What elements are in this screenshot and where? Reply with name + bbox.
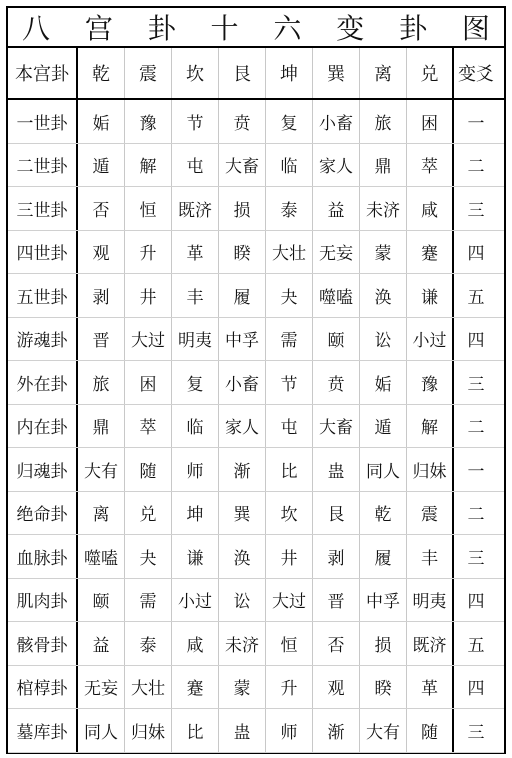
hexagram-cell: 遁 (360, 405, 407, 448)
hexagram-cell: 革 (172, 231, 219, 274)
hexagram-cell: 比 (172, 709, 219, 752)
table-row (8, 100, 504, 144)
hexagram-cell: 大有 (78, 448, 125, 491)
row-label: 四世卦 (8, 231, 78, 274)
hexagram-cell: 萃 (407, 144, 454, 187)
hexagram-cell: 剥 (313, 535, 360, 578)
hexagram-cell: 兑 (125, 492, 172, 535)
row-label: 肌肉卦 (8, 579, 78, 622)
hexagram-cell: 屯 (266, 405, 313, 448)
hexagram-cell: 颐 (313, 318, 360, 361)
hexagram-cell: 中孚 (219, 318, 266, 361)
table-row (8, 709, 504, 753)
hexagram-cell: 升 (266, 666, 313, 709)
header-palace: 坤 (266, 48, 313, 98)
hexagram-cell: 小畜 (313, 100, 360, 143)
hexagram-cell: 巽 (219, 492, 266, 535)
row-label: 骸骨卦 (8, 622, 78, 665)
hexagram-cell: 观 (313, 666, 360, 709)
hexagram-cell: 大壮 (266, 231, 313, 274)
hexagram-cell: 渐 (313, 709, 360, 752)
hexagram-cell: 明夷 (407, 579, 454, 622)
hexagram-cell: 涣 (219, 535, 266, 578)
hexagram-cell: 既济 (407, 622, 454, 665)
table-title (8, 8, 504, 48)
hexagram-cell: 剥 (78, 274, 125, 317)
table-body (8, 100, 504, 753)
hexagram-cell: 泰 (125, 622, 172, 665)
hexagram-cell: 豫 (125, 100, 172, 143)
hexagram-cell: 恒 (125, 187, 172, 230)
change-line-cell: 三 (467, 200, 485, 221)
hexagram-cell: 乾 (360, 492, 407, 535)
hexagram-cell: 姤 (78, 100, 125, 143)
row-label: 内在卦 (8, 405, 78, 448)
hexagram-cell: 丰 (407, 535, 454, 578)
hexagram-cell: 无妄 (313, 231, 360, 274)
hexagram-cell: 解 (125, 144, 172, 187)
table-row (8, 492, 504, 536)
hexagram-cell: 随 (407, 709, 454, 752)
table-row (8, 448, 504, 492)
row-label: 归魂卦 (8, 448, 78, 491)
hexagram-cell: 大畜 (219, 144, 266, 187)
change-line-cell: 五 (467, 287, 485, 308)
change-line-cell: 四 (467, 331, 485, 352)
header-palace: 兑 (407, 48, 454, 98)
title-char: 宫 (84, 12, 113, 45)
hexagram-cell: 临 (172, 405, 219, 448)
hexagram-cell: 讼 (219, 579, 266, 622)
hexagram-cell: 咸 (407, 187, 454, 230)
change-line-cell: 四 (467, 244, 485, 265)
header-row (8, 48, 504, 100)
hexagram-cell: 小畜 (219, 361, 266, 404)
header-palace: 乾 (78, 48, 125, 98)
change-line-cell: 五 (467, 635, 485, 656)
hexagram-cell: 坤 (172, 492, 219, 535)
hexagram-cell: 旅 (78, 361, 125, 404)
table-row (8, 274, 504, 318)
row-label: 棺椁卦 (8, 666, 78, 709)
hexagram-cell: 渐 (219, 448, 266, 491)
change-line-cell: 二 (467, 418, 485, 439)
hexagram-cell: 讼 (360, 318, 407, 361)
hexagram-cell: 明夷 (172, 318, 219, 361)
hexagram-cell: 离 (78, 492, 125, 535)
hexagram-cell: 益 (78, 622, 125, 665)
row-label: 墓库卦 (8, 709, 78, 752)
hexagram-cell: 遁 (78, 144, 125, 187)
title-char: 八 (22, 12, 51, 45)
hexagram-cell: 未济 (360, 187, 407, 230)
hexagram-cell: 需 (125, 579, 172, 622)
header-palace: 巽 (313, 48, 360, 98)
hexagram-cell: 小过 (172, 579, 219, 622)
hexagram-cell: 蒙 (219, 666, 266, 709)
hexagram-cell: 鼎 (360, 144, 407, 187)
change-line-cell: 三 (467, 374, 485, 395)
hexagram-cell: 升 (125, 231, 172, 274)
hexagram-cell: 既济 (172, 187, 219, 230)
hexagram-cell: 家人 (313, 144, 360, 187)
hexagram-cell: 家人 (219, 405, 266, 448)
hexagram-cell: 未济 (219, 622, 266, 665)
hexagram-cell: 归妹 (125, 709, 172, 752)
table-row (8, 361, 504, 405)
hexagram-cell: 贲 (313, 361, 360, 404)
row-label: 五世卦 (8, 274, 78, 317)
hexagram-cell: 大过 (266, 579, 313, 622)
hexagram-cell: 噬嗑 (313, 274, 360, 317)
hexagram-cell: 比 (266, 448, 313, 491)
hexagram-cell: 同人 (360, 448, 407, 491)
hexagram-cell: 鼎 (78, 405, 125, 448)
hexagram-cell: 益 (313, 187, 360, 230)
hexagram-cell: 晋 (313, 579, 360, 622)
hexagram-cell: 否 (313, 622, 360, 665)
hexagram-cell: 困 (407, 100, 454, 143)
hexagram-cell: 贲 (219, 100, 266, 143)
hexagram-cell: 临 (266, 144, 313, 187)
hexagram-cell: 屯 (172, 144, 219, 187)
title-char: 卦 (399, 12, 428, 45)
change-line-cell: 一 (467, 113, 485, 134)
hexagram-cell: 井 (266, 535, 313, 578)
header-palace: 离 (360, 48, 407, 98)
hexagram-cell: 复 (172, 361, 219, 404)
hexagram-cell: 无妄 (78, 666, 125, 709)
hexagram-cell: 履 (219, 274, 266, 317)
row-label: 游魂卦 (8, 318, 78, 361)
table-row (8, 318, 504, 362)
table-row (8, 622, 504, 666)
hexagram-cell: 颐 (78, 579, 125, 622)
hexagram-cell: 睽 (219, 231, 266, 274)
title-char: 十 (210, 12, 239, 45)
hexagram-cell: 困 (125, 361, 172, 404)
hexagram-cell: 履 (360, 535, 407, 578)
hexagram-cell: 需 (266, 318, 313, 361)
header-label: 本宫卦 (8, 48, 78, 98)
row-label: 三世卦 (8, 187, 78, 230)
title-char: 变 (336, 12, 365, 45)
hexagram-cell: 咸 (172, 622, 219, 665)
change-line-cell: 四 (467, 679, 485, 700)
row-label: 绝命卦 (8, 492, 78, 535)
change-line-cell: 三 (467, 722, 485, 743)
hexagram-cell: 大过 (125, 318, 172, 361)
hexagram-cell: 节 (266, 361, 313, 404)
table-row (8, 666, 504, 710)
hexagram-cell: 震 (407, 492, 454, 535)
hexagram-cell: 革 (407, 666, 454, 709)
hexagram-cell: 中孚 (360, 579, 407, 622)
hexagram-cell: 萃 (125, 405, 172, 448)
title-char: 图 (461, 12, 490, 45)
title-char: 六 (273, 12, 302, 45)
hexagram-cell: 归妹 (407, 448, 454, 491)
hexagram-cell: 晋 (78, 318, 125, 361)
hexagram-cell: 姤 (360, 361, 407, 404)
table-row (8, 405, 504, 449)
table-row (8, 579, 504, 623)
hexagram-cell: 师 (266, 709, 313, 752)
hexagram-cell: 随 (125, 448, 172, 491)
hexagram-cell: 损 (360, 622, 407, 665)
hexagram-cell: 夬 (266, 274, 313, 317)
hexagram-cell: 大有 (360, 709, 407, 752)
hexagram-cell: 蛊 (313, 448, 360, 491)
hexagram-cell: 解 (407, 405, 454, 448)
hexagram-cell: 蒙 (360, 231, 407, 274)
row-label: 血脉卦 (8, 535, 78, 578)
hexagram-cell: 睽 (360, 666, 407, 709)
hexagram-cell: 泰 (266, 187, 313, 230)
hexagram-cell: 蹇 (172, 666, 219, 709)
hexagram-cell: 师 (172, 448, 219, 491)
hexagram-cell: 观 (78, 231, 125, 274)
hexagram-cell: 小过 (407, 318, 454, 361)
change-line-cell: 二 (467, 157, 485, 178)
hexagram-cell: 大壮 (125, 666, 172, 709)
change-line-cell: 一 (467, 461, 485, 482)
title-char: 卦 (147, 12, 176, 45)
hexagram-table (6, 6, 506, 754)
hexagram-cell: 夬 (125, 535, 172, 578)
hexagram-cell: 复 (266, 100, 313, 143)
hexagram-cell: 恒 (266, 622, 313, 665)
table-row (8, 144, 504, 188)
change-line-cell: 四 (467, 592, 485, 613)
table-row (8, 187, 504, 231)
hexagram-cell: 豫 (407, 361, 454, 404)
hexagram-cell: 否 (78, 187, 125, 230)
header-palace: 坎 (172, 48, 219, 98)
hexagram-cell: 艮 (313, 492, 360, 535)
row-label: 二世卦 (8, 144, 78, 187)
hexagram-cell: 坎 (266, 492, 313, 535)
hexagram-cell: 节 (172, 100, 219, 143)
hexagram-cell: 噬嗑 (78, 535, 125, 578)
hexagram-cell: 蛊 (219, 709, 266, 752)
row-label: 外在卦 (8, 361, 78, 404)
change-line-cell: 三 (467, 548, 485, 569)
hexagram-cell: 旅 (360, 100, 407, 143)
hexagram-cell: 涣 (360, 274, 407, 317)
header-palace: 艮 (219, 48, 266, 98)
hexagram-cell: 蹇 (407, 231, 454, 274)
hexagram-cell: 谦 (407, 274, 454, 317)
table-row (8, 535, 504, 579)
hexagram-cell: 谦 (172, 535, 219, 578)
hexagram-cell: 大畜 (313, 405, 360, 448)
header-change: 变爻 (458, 64, 494, 85)
change-line-cell: 二 (467, 505, 485, 526)
hexagram-cell: 损 (219, 187, 266, 230)
row-label: 一世卦 (8, 100, 78, 143)
hexagram-cell: 丰 (172, 274, 219, 317)
hexagram-cell: 井 (125, 274, 172, 317)
header-palace: 震 (125, 48, 172, 98)
hexagram-cell: 同人 (78, 709, 125, 752)
table-row (8, 231, 504, 275)
